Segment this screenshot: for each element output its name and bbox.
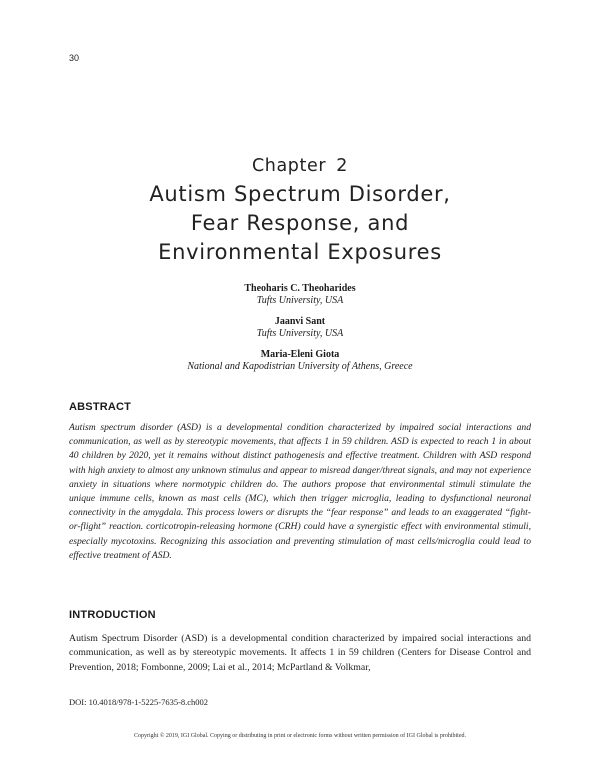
author-name: Theoharis C. Theoharides <box>244 283 356 294</box>
author-affiliation: Tufts University, USA <box>256 328 344 339</box>
author-name: Jaanvi Sant <box>274 316 326 327</box>
chapter-title-line-1: Autism Spectrum Disorder, <box>149 182 451 206</box>
chapter-label: Chapter 2 <box>251 156 349 176</box>
chapter-title-line-3: Environmental Exposures <box>158 240 442 264</box>
introduction-text: Autism Spectrum Disorder (ASD) is a developmental condition characterized by impaired social interactions and communication, as well as by stereotypic movements. It affects 1 in 59 children (Centers for Disease Control and Prevention, 2018; Fombonne, 2009; Lai et al., 2014; McPartland & Volkmar, <box>69 633 531 673</box>
author-affiliation: Tufts University, USA <box>256 295 344 306</box>
author-block <box>0 349 600 373</box>
doi-text: DOI: 10.4018/978-1-5225-7635-8.ch002 <box>69 697 209 707</box>
author-affiliation: National and Kapodistrian University of Athens, Greece <box>187 361 413 372</box>
author-block <box>0 316 600 340</box>
author-list <box>0 283 600 382</box>
introduction-heading: INTRODUCTION <box>69 609 156 621</box>
copyright-notice: Copyright © 2019, IGI Global. Copying or distributing in print or electronic forms without written permission of IGI Global is prohibited. <box>133 733 466 739</box>
author-block <box>0 283 600 307</box>
abstract-heading: ABSTRACT <box>69 401 132 413</box>
chapter-title-line-2: Fear Response, and <box>190 211 410 235</box>
chapter-title <box>60 180 540 267</box>
page-number: 30 <box>69 53 80 63</box>
abstract-text: Autism spectrum disorder (ASD) is a developmental condition characterized by impaired social interactions and communication, as well as by stereotypic movements, that affects 1 in 59 children. ASD is expected to reach 1 in about 40 children by 2020, yet it remains without distinct pathogenesis and effective treatment. Children with ASD respond with high anxiety to almost any unknown stimulus and appear to misread danger/threat signals, and may not experience anxiety in situations where normotypic children do. The authors propose that environmental stimuli stimulate the unique immune cells, known as mast cells (MC), which then trigger microglia, leading to dysfunctional neuronal connectivity in the amygdala. This process lowers or disrupts the “fear response” and leads to an exaggerated “fight-or-flight” reaction. corticotropin-releasing hormone (CRH) could have a synergistic effect with environmental stimuli, especially mycotoxins. Recognizing this association and preventing stimulation of mast cells/microglia could lead to effective treatment of ASD. <box>69 422 531 561</box>
author-name: Maria-Eleni Giota <box>260 349 340 360</box>
